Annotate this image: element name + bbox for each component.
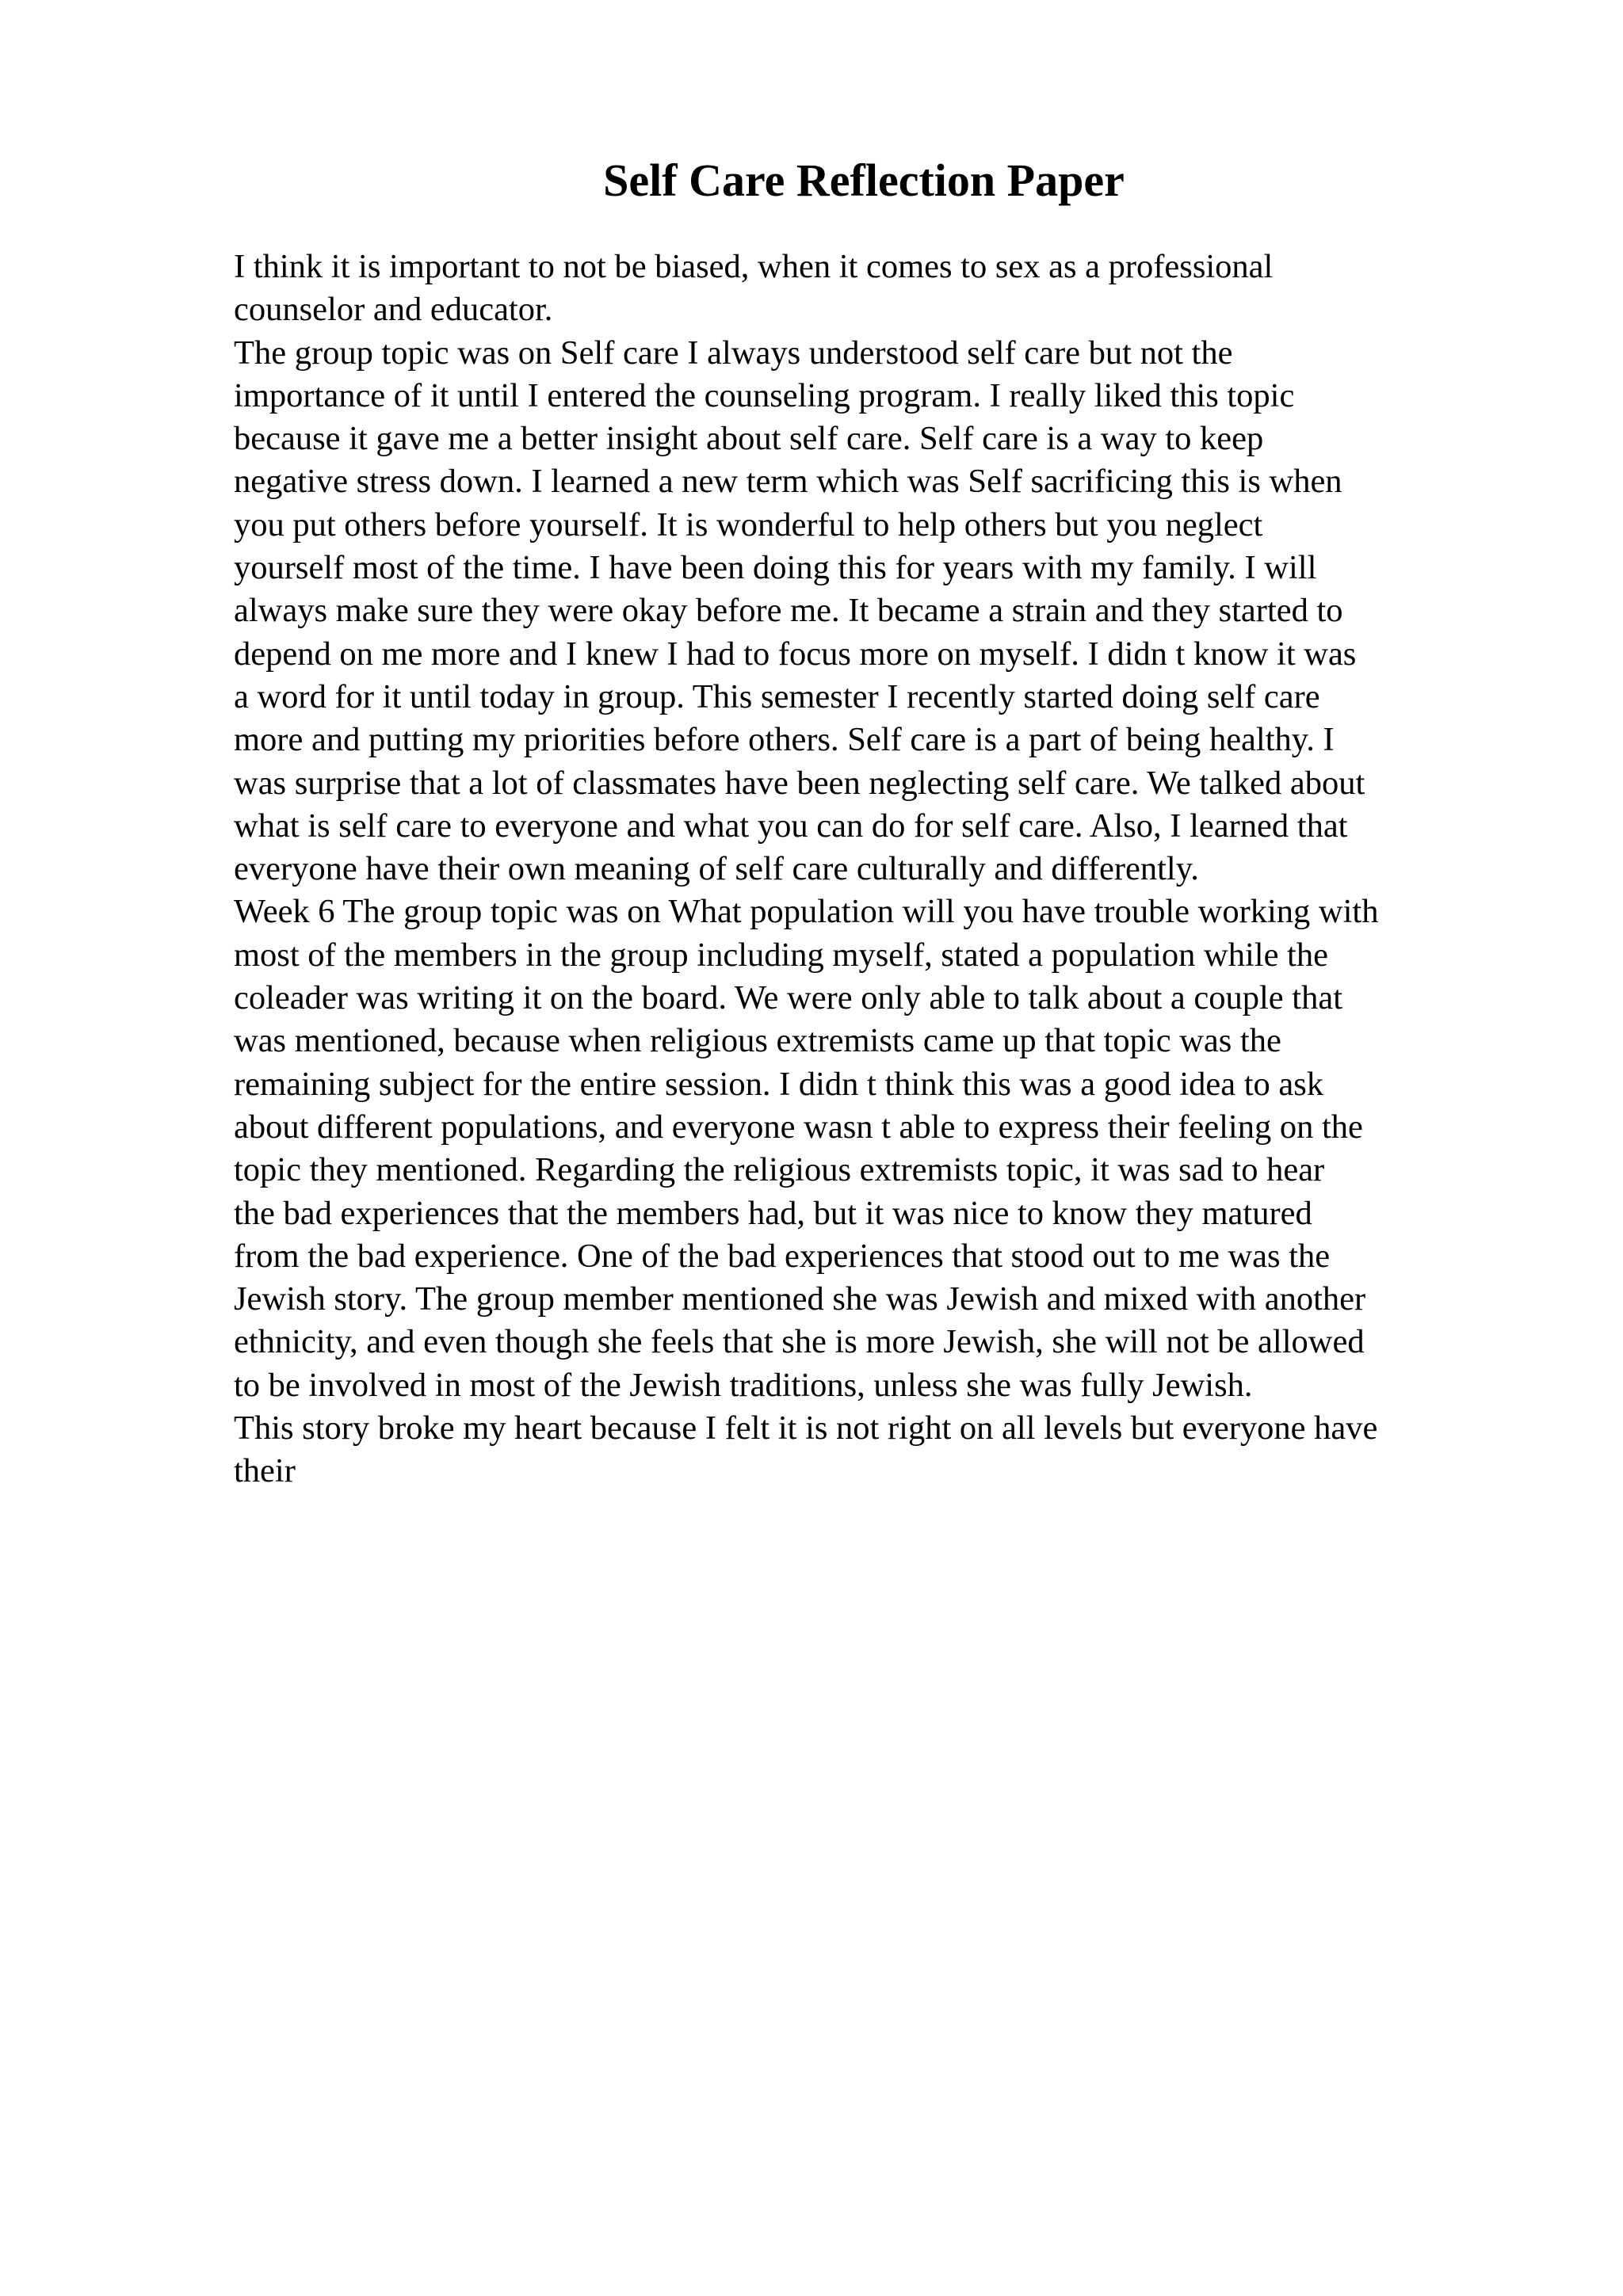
body-line: everyone have their own meaning of self care culturally and differently. bbox=[234, 850, 1199, 888]
body-line: I think it is important to not be biased, when it comes to sex as a professional bbox=[234, 248, 1274, 285]
document-body bbox=[234, 246, 1549, 1493]
body-line: their bbox=[234, 1452, 296, 1490]
body-line: yourself most of the time. I have been doing this for years with my family. I will bbox=[234, 549, 1317, 587]
body-line: Jewish story. The group member mentioned she was Jewish and mixed with another bbox=[234, 1280, 1366, 1318]
body-line: what is self care to everyone and what you can do for self care. Also, I learned that bbox=[234, 807, 1348, 845]
body-line: coleader was writing it on the board. We were only able to talk about a couple that bbox=[234, 979, 1343, 1017]
body-line: always make sure they were okay before me. It became a strain and they started to bbox=[234, 592, 1343, 630]
body-line: importance of it until I entered the counseling program. I really liked this topic bbox=[234, 376, 1295, 414]
body-line: more and putting my priorities before others. Self care is a part of being healthy. I bbox=[234, 721, 1335, 759]
body-line: to be involved in most of the Jewish traditions, unless she was fully Jewish. bbox=[234, 1366, 1253, 1404]
body-line: was mentioned, because when religious extremists came up that topic was the bbox=[234, 1022, 1281, 1060]
body-line: topic they mentioned. Regarding the religious extremists topic, it was sad to hear bbox=[234, 1151, 1325, 1189]
body-line: Week 6 The group topic was on What population will you have trouble working with bbox=[234, 893, 1379, 931]
body-line: ethnicity, and even though she feels that she is more Jewish, she will not be allowed bbox=[234, 1323, 1365, 1361]
document-title: Self Care Reflection Paper bbox=[603, 154, 1125, 206]
body-line: was surprise that a lot of classmates have been neglecting self care. We talked about bbox=[234, 764, 1365, 802]
body-line: most of the members in the group including myself, stated a population while the bbox=[234, 936, 1328, 974]
body-line: about different populations, and everyone wasn t able to express their feeling on the bbox=[234, 1108, 1363, 1146]
body-line: the bad experiences that the members had, but it was nice to know they matured bbox=[234, 1194, 1312, 1232]
body-line: depend on me more and I knew I had to focus more on myself. I didn t know it was bbox=[234, 635, 1357, 673]
body-line: negative stress down. I learned a new term which was Self sacrificing this is when bbox=[234, 463, 1342, 501]
body-line: The group topic was on Self care I always understood self care but not the bbox=[234, 334, 1233, 372]
body-line: remaining subject for the entire session. I didn t think this was a good idea to ask bbox=[234, 1065, 1324, 1103]
body-line: because it gave me a better insight about self care. Self care is a way to keep bbox=[234, 420, 1264, 458]
body-line: from the bad experience. One of the bad experiences that stood out to me was the bbox=[234, 1237, 1331, 1275]
body-line: you put others before yourself. It is wonderful to help others but you neglect bbox=[234, 505, 1263, 543]
body-line: This story broke my heart because I felt it is not right on all levels but everyone have bbox=[234, 1409, 1378, 1447]
body-line: counselor and educator. bbox=[234, 291, 553, 329]
body-line: a word for it until today in group. This semester I recently started doing self care bbox=[234, 677, 1320, 715]
